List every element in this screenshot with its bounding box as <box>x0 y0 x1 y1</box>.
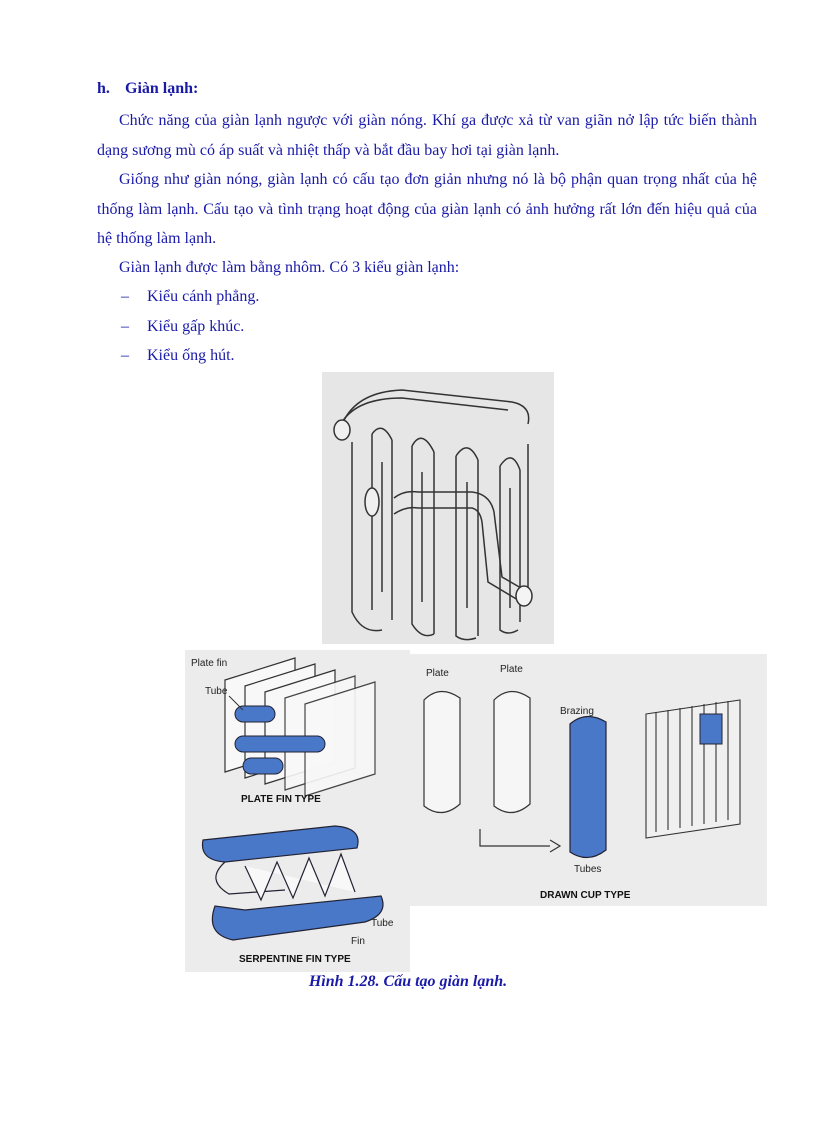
plate-label-right: Plate <box>500 664 523 675</box>
plate-fin-type-title: PLATE FIN TYPE <box>241 794 321 805</box>
brazing-label: Brazing <box>560 706 594 717</box>
section-heading <box>97 80 198 98</box>
drawn-cup-type-diagram <box>410 654 767 906</box>
plate-label-left: Plate <box>426 668 449 679</box>
serpentine-fin-label: Fin <box>351 936 365 947</box>
paragraph-2: Giống như giàn nóng, giàn lạnh có cấu tạo đơn giản nhưng nó là bộ phận quan trọng nhất của hệ thống làm lạnh. Cấu tạo và tình trạng hoạt động của giàn lạnh có ảnh hưởng rất lớn đến hiệu quả của hệ thống làm lạnh. <box>97 171 757 247</box>
tubes-label: Tubes <box>574 864 602 875</box>
figure-caption: Hình 1.28. Cấu tạo giàn lạnh. <box>308 973 508 990</box>
bullet-dash: – <box>121 317 129 335</box>
plate-fin-type-diagram <box>185 650 410 810</box>
serpentine-fin-type-title: SERPENTINE FIN TYPE <box>239 954 351 965</box>
paragraph-3: Giàn lạnh được làm bằng nhôm. Có 3 kiểu giàn lạnh: <box>119 259 460 276</box>
plate-fin-label: Plate fin <box>191 658 228 669</box>
serpentine-fin-type-diagram <box>185 810 410 972</box>
drawn-cup-type-title: DRAWN CUP TYPE <box>540 890 631 901</box>
evaporator-types-list <box>97 282 259 371</box>
section-number: h. <box>97 80 110 97</box>
bullet-dash: – <box>121 288 129 305</box>
list-item <box>97 282 259 312</box>
bullet-dash: – <box>121 347 129 364</box>
section-title: Giàn lạnh: <box>125 80 199 97</box>
list-item <box>97 341 259 371</box>
list-item <box>97 312 259 342</box>
serpentine-tube-label: Tube <box>371 918 394 929</box>
paragraph-1: Chức năng của giàn lạnh ngược với giàn nóng. Khí ga được xả từ van giãn nở lập tức biến thành dạng sương mù có áp suất và nhiệt thấp và bắt đầu bay hơi tại giàn lạnh. <box>97 112 757 159</box>
list-item-text: Kiểu gấp khúc. <box>147 317 245 335</box>
evaporator-core-illustration <box>322 372 554 644</box>
tube-label: Tube <box>205 686 228 697</box>
list-item-text: Kiểu ống hút. <box>147 347 235 364</box>
list-item-text: Kiểu cánh phẳng. <box>147 288 260 305</box>
